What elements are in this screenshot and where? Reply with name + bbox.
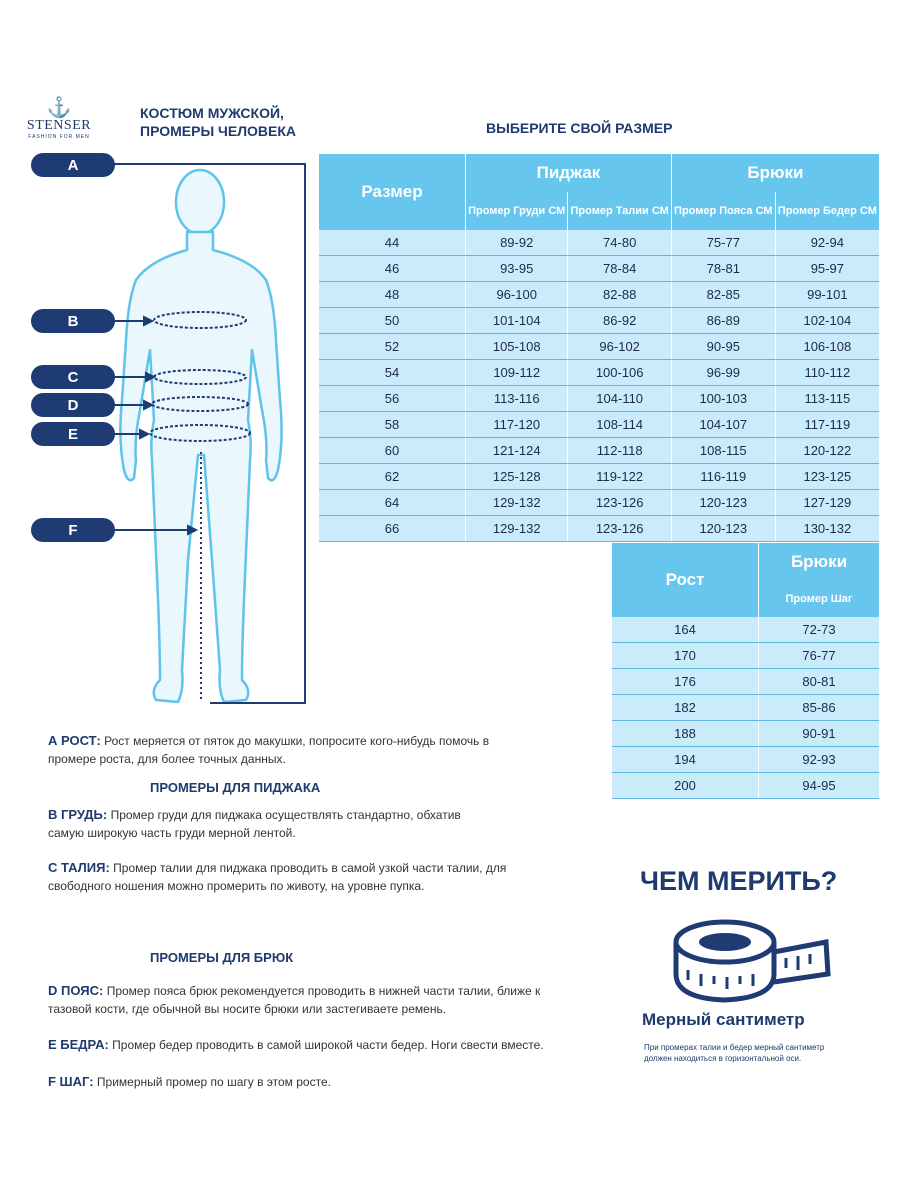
table-cell: 109-112 xyxy=(466,360,568,386)
table-row xyxy=(319,516,879,542)
size-table xyxy=(319,154,879,542)
instruction-c: С ТАЛИЯ: Промер талии для пиджака проводить в самой узкой части талии, для свободного ношения можно промерить по животу, на уровне пупка. xyxy=(48,860,507,893)
trousers-header: Брюки xyxy=(671,154,879,192)
table-cell: 120-123 xyxy=(671,490,775,516)
table-cell: 99-101 xyxy=(775,282,879,308)
table-cell: 94-95 xyxy=(759,773,880,799)
table-cell: 108-115 xyxy=(671,438,775,464)
table-cell: 86-92 xyxy=(568,308,672,334)
table-row xyxy=(319,360,879,386)
table-cell: 44 xyxy=(319,230,466,256)
table-row xyxy=(319,334,879,360)
figure-head xyxy=(176,170,224,234)
table-cell: 200 xyxy=(612,773,759,799)
instruction-b: В ГРУДЬ: Промер груди для пиджака осуществлять стандартно, обхатив самую широкую часть груди мерной лентой. xyxy=(48,807,461,840)
table-row xyxy=(319,308,879,334)
table-row xyxy=(319,464,879,490)
table-row xyxy=(612,773,879,799)
table-cell: 170 xyxy=(612,643,759,669)
table-row xyxy=(319,230,879,256)
anchor-icon: ⚓ xyxy=(46,97,72,119)
table-cell: 113-115 xyxy=(775,386,879,412)
height-header: Рост xyxy=(612,543,759,617)
table-row xyxy=(319,490,879,516)
marker-d: D xyxy=(31,393,115,417)
table-cell: 121-124 xyxy=(466,438,568,464)
tape-note: При промерах талии и бедер мерный сантиметр должен находиться в горизонтальной оси. xyxy=(644,1043,825,1063)
table-cell: 194 xyxy=(612,747,759,773)
table-cell: 46 xyxy=(319,256,466,282)
table-cell: 85-86 xyxy=(759,695,880,721)
inseam-header: Промер Шаг xyxy=(759,581,880,617)
brand-logo xyxy=(18,98,100,140)
table-cell: 110-112 xyxy=(775,360,879,386)
table-row xyxy=(612,669,879,695)
table-cell: 112-118 xyxy=(568,438,672,464)
table-row xyxy=(319,256,879,282)
page-title: КОСТЮМ МУЖСКОЙ, ПРОМЕРЫ ЧЕЛОВЕКА xyxy=(140,105,297,139)
size-chart-title: ВЫБЕРИТЕ СВОЙ РАЗМЕР xyxy=(486,120,673,136)
table-cell: 117-119 xyxy=(775,412,879,438)
brand-tagline: FASHION FOR MEN xyxy=(28,134,90,140)
table-cell: 176 xyxy=(612,669,759,695)
table-cell: 188 xyxy=(612,721,759,747)
table-row xyxy=(612,721,879,747)
table-cell: 101-104 xyxy=(466,308,568,334)
table-cell: 58 xyxy=(319,412,466,438)
table-cell: 105-108 xyxy=(466,334,568,360)
brand-name: STENSER xyxy=(26,118,92,133)
table-cell: 119-122 xyxy=(568,464,672,490)
table-cell: 127-129 xyxy=(775,490,879,516)
waist-header: Промер Талии СМ xyxy=(568,192,672,230)
table-cell: 96-100 xyxy=(466,282,568,308)
table-cell: 96-99 xyxy=(671,360,775,386)
chest-header: Промер Груди СМ xyxy=(466,192,568,230)
instruction-d: D ПОЯС: Промер пояса брюк рекомендуется проводить в нижней части талии, ближе к тазовой кости, где обычной вы носите брюки или застегиваете ремень. xyxy=(48,983,541,1016)
marker-c: C xyxy=(31,365,115,389)
table-cell: 72-73 xyxy=(759,617,880,643)
measuring-tape-icon xyxy=(668,912,838,1007)
table-cell: 100-106 xyxy=(568,360,672,386)
table-cell: 78-84 xyxy=(568,256,672,282)
jacket-section-heading: ПРОМЕРЫ ДЛЯ ПИДЖАКА xyxy=(150,780,321,795)
table-cell: 93-95 xyxy=(466,256,568,282)
table-cell: 64 xyxy=(319,490,466,516)
table-cell: 92-94 xyxy=(775,230,879,256)
height-table xyxy=(612,543,879,799)
inseam-trousers-header: Брюки xyxy=(759,543,880,581)
hips-header: Промер Бедер СМ xyxy=(775,192,879,230)
table-cell: 116-119 xyxy=(671,464,775,490)
marker-b: B xyxy=(31,309,115,333)
table-cell: 120-122 xyxy=(775,438,879,464)
table-row xyxy=(612,747,879,773)
table-cell: 106-108 xyxy=(775,334,879,360)
table-row xyxy=(612,643,879,669)
table-cell: 54 xyxy=(319,360,466,386)
table-row xyxy=(319,282,879,308)
marker-e: E xyxy=(31,422,115,446)
table-cell: 129-132 xyxy=(466,490,568,516)
instruction-a: А РОСТ: Рост меряется от пяток до макушки, попросите кого-нибудь помочь в промере роста, для более точных данных. xyxy=(48,733,490,766)
table-cell: 62 xyxy=(319,464,466,490)
table-cell: 92-93 xyxy=(759,747,880,773)
jacket-header: Пиджак xyxy=(466,154,672,192)
table-row xyxy=(319,412,879,438)
table-cell: 113-116 xyxy=(466,386,568,412)
table-cell: 164 xyxy=(612,617,759,643)
tape-label: Мерный сантиметр xyxy=(642,1010,805,1029)
table-cell: 82-88 xyxy=(568,282,672,308)
table-row xyxy=(319,386,879,412)
table-cell: 130-132 xyxy=(775,516,879,542)
table-row xyxy=(612,617,879,643)
table-cell: 48 xyxy=(319,282,466,308)
table-cell: 125-128 xyxy=(466,464,568,490)
what-to-measure-title: ЧЕМ МЕРИТЬ? xyxy=(640,866,838,896)
table-cell: 86-89 xyxy=(671,308,775,334)
table-cell: 129-132 xyxy=(466,516,568,542)
table-row xyxy=(319,438,879,464)
table-cell: 52 xyxy=(319,334,466,360)
table-cell: 66 xyxy=(319,516,466,542)
table-cell: 78-81 xyxy=(671,256,775,282)
table-cell: 75-77 xyxy=(671,230,775,256)
table-row xyxy=(612,695,879,721)
table-cell: 56 xyxy=(319,386,466,412)
table-cell: 123-126 xyxy=(568,490,672,516)
table-cell: 104-107 xyxy=(671,412,775,438)
table-cell: 50 xyxy=(319,308,466,334)
table-cell: 90-95 xyxy=(671,334,775,360)
table-cell: 76-77 xyxy=(759,643,880,669)
table-cell: 80-81 xyxy=(759,669,880,695)
table-cell: 96-102 xyxy=(568,334,672,360)
table-cell: 74-80 xyxy=(568,230,672,256)
table-cell: 117-120 xyxy=(466,412,568,438)
table-cell: 60 xyxy=(319,438,466,464)
table-cell: 182 xyxy=(612,695,759,721)
table-cell: 95-97 xyxy=(775,256,879,282)
marker-f: F xyxy=(31,518,115,542)
trousers-section-heading: ПРОМЕРЫ ДЛЯ БРЮК xyxy=(150,950,294,965)
table-cell: 102-104 xyxy=(775,308,879,334)
belt-header: Промер Пояса СМ xyxy=(671,192,775,230)
table-cell: 120-123 xyxy=(671,516,775,542)
table-cell: 82-85 xyxy=(671,282,775,308)
instruction-e: Е БЕДРА: Промер бедер проводить в самой широкой части бедер. Ноги свести вместе. xyxy=(48,1037,544,1052)
table-cell: 89-92 xyxy=(466,230,568,256)
table-cell: 123-125 xyxy=(775,464,879,490)
table-cell: 100-103 xyxy=(671,386,775,412)
marker-a: A xyxy=(31,153,115,177)
instruction-f: F ШАГ: Примерный промер по шагу в этом росте. xyxy=(48,1074,331,1089)
table-cell: 104-110 xyxy=(568,386,672,412)
table-cell: 123-126 xyxy=(568,516,672,542)
size-header: Размер xyxy=(319,154,466,230)
table-cell: 90-91 xyxy=(759,721,880,747)
table-cell: 108-114 xyxy=(568,412,672,438)
